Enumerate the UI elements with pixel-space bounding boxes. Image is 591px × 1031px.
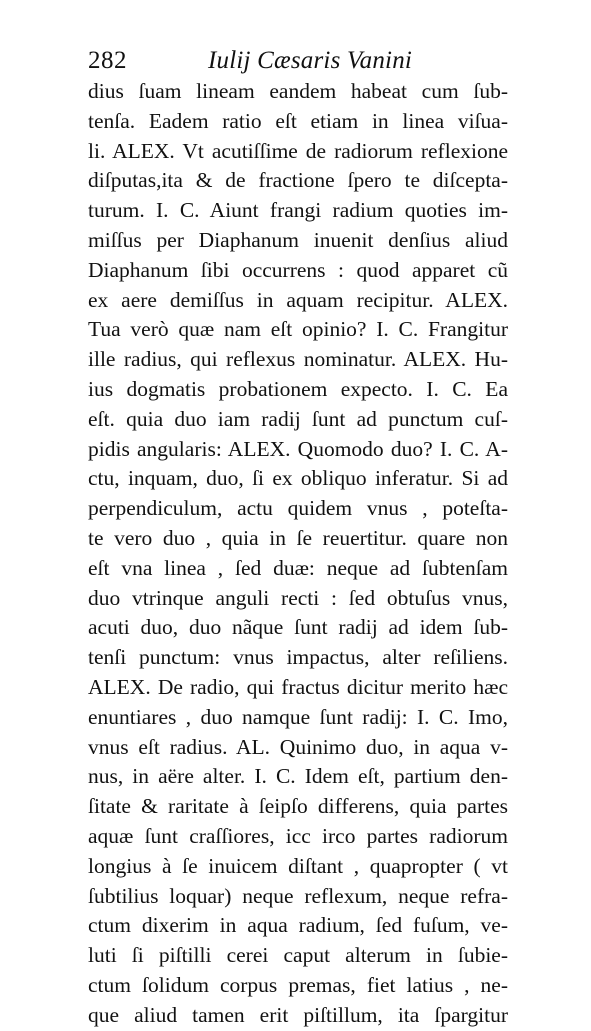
text-line: ctu, inquam, duo, ſi ex obliquo inferatur. Si ad [88,466,508,491]
text-line: tenſa. Eadem ratio eſt etiam in linea viſua- [88,108,508,133]
text-line: ctum ſolidum corpus premas, fiet latius , ne- [88,972,508,997]
text-line: ſitate & raritate à ſeipſo differens, quia partes [88,794,508,819]
page-number: 282 [88,47,127,74]
body-text [88,77,508,1031]
text-line: acuti duo, duo nãque ſunt radij ad idem ſub- [88,615,508,640]
text-line: Diaphanum ſibi occurrens : quod apparet cũ [88,257,508,282]
text-line: pidis angularis: ALEX. Quomodo duo? I. C. A- [88,436,508,461]
text-line: ius dogmatis probationem expecto. I. C. Ea [88,376,508,401]
text-line: dius ſuam lineam eandem habeat cum ſub- [88,79,508,103]
text-line: luti ſi piſtilli cerei caput alterum in ſubie- [88,943,508,968]
text-line: miſſus per Diaphanum inuenit denſius aliud [88,227,508,252]
running-title: Iulij Cæsaris Vanini [208,47,413,74]
text-line: duo vtrinque anguli recti : ſed obtuſus vnus, [88,585,508,610]
text-line: aquæ ſunt craſſiores, icc irco partes radiorum [88,823,508,848]
text-line: eſt. quia duo iam radij ſunt ad punctum cuſ- [88,406,508,431]
text-line: longius à ſe inuicem diſtant , quapropter ( vt [88,853,508,878]
text-line: que aliud tamen erit piſtillum, ita ſpargitur [88,1002,508,1027]
text-line: enuntiares , duo namque ſunt radij: I. C. Imo, [88,704,508,729]
running-head [88,44,508,78]
text-line: nus, in aëre alter. I. C. Idem eſt, partium den- [88,764,508,789]
text-line: ille radius, qui reflexus nominatur. ALEX. Hu- [88,347,508,372]
text-line: ctum dixerim in aqua radium, ſed fuſum, ve- [88,913,508,938]
text-line: ſubtilius loquar) neque reflexum, neque refra- [88,883,508,908]
text-line: perpendiculum, actu quidem vnus , poteſta- [88,496,508,521]
text-line: eſt vna linea , ſed duæ: neque ad ſubtenſam [88,555,508,580]
text-line: vnus eſt radius. AL. Quinimo duo, in aqua v- [88,734,508,759]
text-line: tenſi punctum: vnus impactus, alter reſiliens. [88,645,508,670]
text-line: ALEX. De radio, qui fractus dicitur merito hæc [88,674,508,699]
text-line: turum. I. C. Aiunt frangi radium quoties im- [88,198,508,223]
text-line: diſputas,ita & de fractione ſpero te diſcepta- [88,168,508,193]
text-line: te vero duo , quia in ſe reuertitur. quare non [88,525,508,550]
text-line: Tua verò quæ nam eſt opinio? I. C. Frangitur [88,317,508,342]
text-line: ex aere demiſſus in aquam recipitur. ALEX. [88,287,508,312]
text-line: li. ALEX. Vt acutiſſime de radiorum reflexione [88,138,508,163]
